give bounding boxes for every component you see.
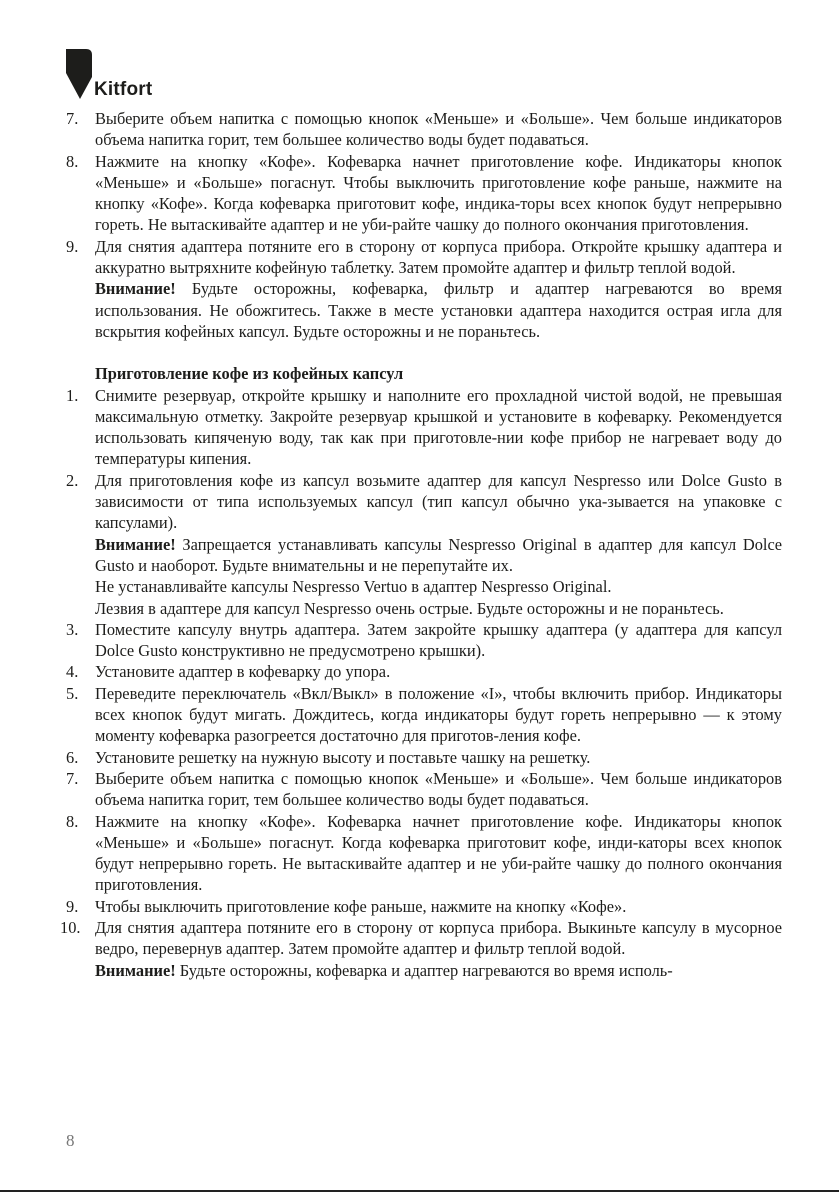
item-text: Снимите резервуар, откройте крышку и наполните его прохладной чистой водой, не превышая максимальную отметку. Закройте резервуар крышкой и установите в кофеварку. Рекомендуется использовать кипяченую воду, так как при приготовле-нии кофе прибор не нагревает воду до температуры кипения. <box>95 385 782 469</box>
item-text: Чтобы выключить приготовление кофе раньше, нажмите на кнопку «Кофе». <box>95 896 627 916</box>
kitfort-logo-icon <box>66 49 92 99</box>
list-item <box>66 896 782 917</box>
item-number: 9. <box>66 896 79 916</box>
list-item <box>66 619 782 662</box>
item-text: Установите адаптер в кофеварку до упора. <box>95 662 391 682</box>
warning-text: Будьте осторожны, кофеварка и адаптер нагреваются во время исполь- <box>175 960 673 980</box>
warning-text: Запрещается устанавливать капсулы Nespresso Original в адаптер для капсул Dolce Gusto и наоборот. Будьте внимательны и не перепутайте их. <box>95 534 782 575</box>
item-text: Выберите объем напитка с помощью кнопок «Меньше» и «Больше». Чем больше индикаторов объема напитка горит, тем большее количество воды будет подаваться. <box>95 768 782 810</box>
warning-note <box>95 960 782 981</box>
item-text: Для снятия адаптера потяните его в сторону от корпуса прибора. Выкиньте капсулу в мусорное ведро, перевернув адаптер. Затем промойте адаптер и фильтр теплой водой. <box>95 917 782 959</box>
item-number: 10. <box>60 917 81 937</box>
list-item <box>66 385 782 470</box>
note-text: Лезвия в адаптере для капсул Nespresso очень острые. Будьте осторожны и не пораньтесь. <box>95 598 724 618</box>
list-item <box>66 470 782 619</box>
item-number: 7. <box>66 768 79 788</box>
item-number: 2. <box>66 470 79 490</box>
list-item <box>66 661 782 682</box>
warning-note <box>95 278 782 342</box>
item-number: 5. <box>66 683 79 703</box>
list-item <box>66 683 782 747</box>
warning-label: Внимание! <box>95 279 176 299</box>
instructions-list-top <box>66 108 782 342</box>
brand-name: Kitfort <box>94 79 153 100</box>
item-text: Нажмите на кнопку «Кофе». Кофеварка начнет приготовление кофе. Индикаторы кнопок «Меньше» и «Больше» погаснут. Когда кофеварка приготовит кофе, инди-каторы всех кнопок будут непрерывно гореть. Не вытаскивайте адаптер и не уби-райте чашку до полного окончания приготовления. <box>95 811 782 895</box>
item-text: Установите решетку на нужную высоту и поставьте чашку на решетку. <box>95 747 591 767</box>
document-body <box>60 108 782 981</box>
item-number: 8. <box>66 151 79 171</box>
instructions-list-capsules <box>60 385 782 981</box>
item-number: 8. <box>66 811 79 831</box>
item-number: 7. <box>66 109 79 128</box>
section-heading: Приготовление кофе из кофейных капсул <box>95 364 404 384</box>
bottom-rule <box>0 1190 839 1192</box>
item-text: Для снятия адаптера потяните его в сторону от корпуса прибора. Откройте крышку адаптера и аккуратно вытряхните кофейную таблетку. Затем промойте адаптер и фильтр теплой водой. <box>95 236 782 278</box>
item-number: 3. <box>66 619 79 639</box>
item-number: 1. <box>66 385 79 405</box>
list-item <box>66 811 782 896</box>
item-text: Поместите капсулу внутрь адаптера. Затем закройте крышку адаптера (у адаптера для капсул Dolce Gusto конструктивно не предусмотрено крышки). <box>95 619 782 661</box>
item-number: 4. <box>66 662 79 682</box>
item-text: Нажмите на кнопку «Кофе». Кофеварка начнет приготовление кофе. Индикаторы кнопок «Меньше» и «Больше» погаснут. Чтобы выключить приготовление кофе раньше, нажмите на кнопку «Кофе». Когда кофеварка приготовит кофе, индика-торы всех кнопок будут непрерывно гореть. Не вытаскивайте адаптер и не уби-райте чашку до полного окончания приготовления. <box>95 151 782 235</box>
item-text: Выберите объем напитка с помощью кнопок «Меньше» и «Больше». Чем больше индикаторов объема напитка горит, тем большее количество воды будет подаваться. <box>95 109 782 150</box>
page-number: 8 <box>66 1131 75 1150</box>
list-item <box>66 768 782 811</box>
warning-note <box>95 534 782 577</box>
list-item <box>66 151 782 236</box>
list-item <box>66 236 782 342</box>
item-text: Для приготовления кофе из капсул возьмите адаптер для капсул Nespresso или Dolce Gusto в зависимости от типа используемых капсул (тип капсул обычно ука-зывается на упаковке с капсулами). <box>95 470 782 533</box>
item-text: Переведите переключатель «Вкл/Выкл» в положение «I», чтобы включить прибор. Индикаторы всех кнопок будут мигать. Дождитесь, когда индикаторы будут гореть непрерывно — к этому моменту кофеварка разогреется достаточно для приготов-ления кофе. <box>95 683 782 746</box>
list-item <box>60 917 782 981</box>
item-number: 9. <box>66 236 79 256</box>
warning-label: Внимание! <box>95 960 176 980</box>
note-text: Не устанавливайте капсулы Nespresso Vertuo в адаптер Nespresso Original. <box>95 577 612 597</box>
list-item <box>66 108 782 151</box>
warning-label: Внимание! <box>95 534 176 554</box>
item-number: 6. <box>66 747 79 767</box>
list-item <box>66 747 782 768</box>
warning-text: Будьте осторожны, кофеварка, фильтр и адаптер нагреваются во время использования. Не обожгитесь. Также в месте установки адаптера находится острая игла для вскрытия кофейных капсул. Будьте осторожны и не пораньтесь. <box>95 279 782 341</box>
brand-logo <box>66 49 152 99</box>
